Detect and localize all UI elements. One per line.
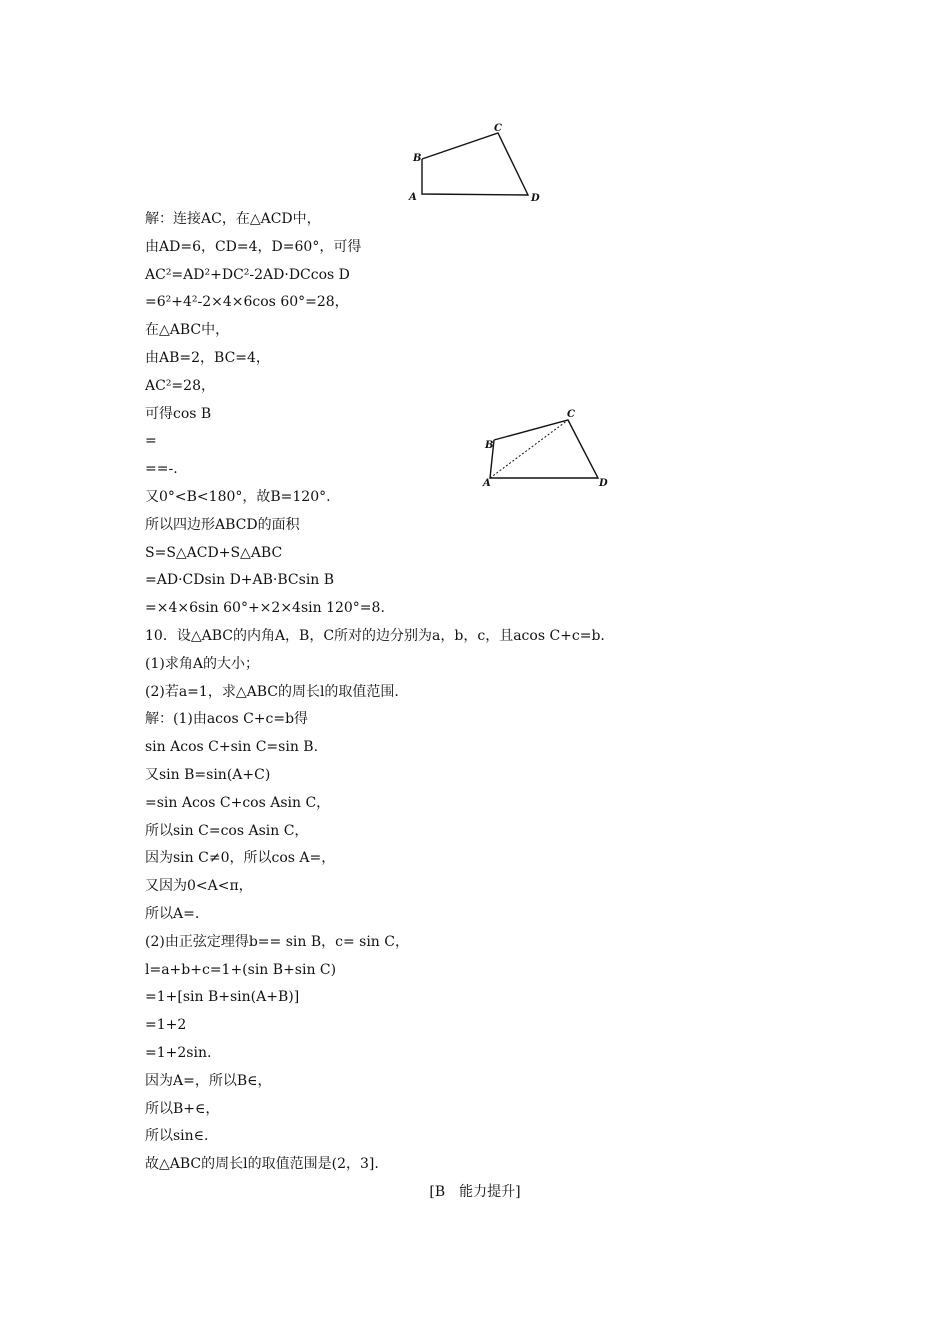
quadrilateral-outline bbox=[422, 133, 528, 195]
text-line: 由AD=6，CD=4，D=60°，可得 bbox=[145, 238, 362, 255]
problem-statement: 10．设△ABC的内角A，B，C所对的边分别为a，b，c，且acos C+c=b. bbox=[145, 627, 605, 644]
text-line: =AD·CDsin D+AB·BCsin B bbox=[145, 572, 335, 589]
text-line: 可得cos B bbox=[145, 405, 212, 422]
text-line: 所以四边形ABCD的面积 bbox=[145, 516, 300, 533]
vertex-label-d: D bbox=[599, 478, 608, 489]
text-line: S=S△ACD+S△ABC bbox=[145, 544, 283, 561]
text-line: 故△ABC的周长l的取值范围是(2，3]. bbox=[145, 1156, 379, 1173]
text-line: 所以sin∈. bbox=[145, 1128, 209, 1145]
text-line: ==-. bbox=[145, 461, 178, 478]
text-line: l=a+b+c=1+(sin B+sin C) bbox=[145, 961, 337, 978]
quadrilateral-figure bbox=[402, 118, 548, 206]
text-line: AC²=28， bbox=[145, 377, 215, 394]
text-line: 又sin B=sin(A+C) bbox=[145, 766, 271, 783]
text-line: =6²+4²-2×4×6cos 60°=28， bbox=[145, 294, 349, 311]
solution-text bbox=[145, 206, 765, 1179]
text-line: 所以sin C=cos Asin C， bbox=[145, 822, 309, 839]
vertex-label-a: A bbox=[483, 478, 491, 489]
text-line: = bbox=[145, 433, 157, 450]
text-line: 又0°<B<180°，故B=120°. bbox=[145, 488, 331, 505]
text-line: 在△ABC中， bbox=[145, 322, 230, 339]
text-line: (1)求角A的大小； bbox=[145, 655, 259, 672]
text-line: (2)由正弦定理得b== sin B，c= sin C， bbox=[145, 933, 409, 950]
text-line: =×4×6sin 60°+×2×4sin 120°=8. bbox=[145, 600, 385, 617]
text-line: =1+[sin B+sin(A+B)] bbox=[145, 989, 300, 1006]
vertex-label-c: C bbox=[494, 123, 502, 134]
text-line: =1+2 bbox=[145, 1017, 187, 1034]
vertex-label-d: D bbox=[531, 193, 540, 204]
text-line: AC²=AD²+DC²-2AD·DCcos D bbox=[145, 266, 350, 283]
text-line: 解：(1)由acos C+c=b得 bbox=[145, 711, 309, 728]
text-line: 解：连接AC，在△ACD中， bbox=[145, 211, 321, 227]
text-line: =1+2sin. bbox=[145, 1044, 212, 1061]
text-line: 因为sin C≠0，所以cos A=， bbox=[145, 850, 336, 867]
vertex-label-c: C bbox=[567, 409, 575, 420]
text-line: 由AB=2，BC=4， bbox=[145, 349, 270, 366]
text-line: sin Acos C+sin C=sin B. bbox=[145, 739, 319, 756]
text-line: 因为A=，所以B∈， bbox=[145, 1072, 272, 1089]
section-heading: [B 能力提升] bbox=[429, 1184, 521, 1200]
vertex-label-b: B bbox=[413, 153, 422, 164]
vertex-label-b: B bbox=[485, 440, 494, 451]
vertex-label-a: A bbox=[409, 192, 417, 203]
text-line: (2)若a=1，求△ABC的周长l的取值范围. bbox=[145, 683, 399, 700]
text-line: 又因为0<A<π， bbox=[145, 878, 253, 895]
text-line: 所以B+∈， bbox=[145, 1100, 220, 1117]
text-line: =sin Acos C+cos Asin C， bbox=[145, 794, 331, 811]
text-line: 所以A=. bbox=[145, 905, 200, 922]
